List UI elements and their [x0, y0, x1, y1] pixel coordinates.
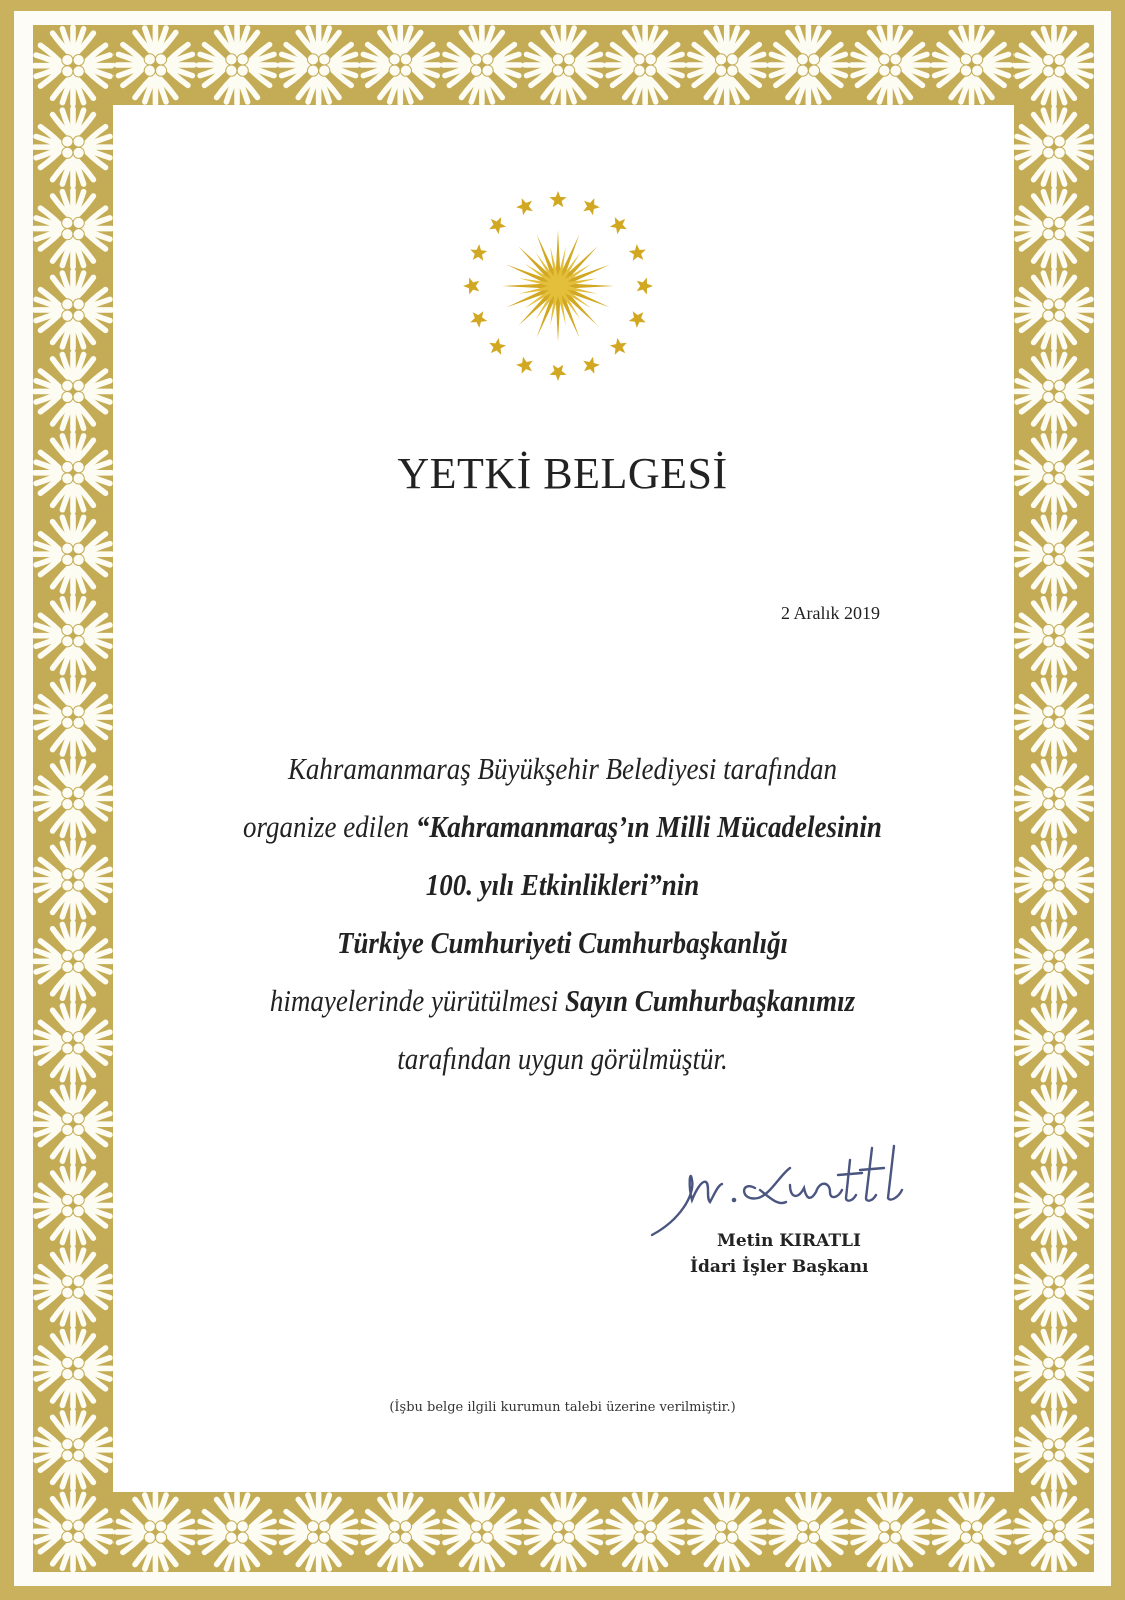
ornament-tile — [1016, 1330, 1093, 1407]
star-icon — [610, 217, 627, 234]
ornament-tile — [770, 1494, 847, 1571]
ornament-tile — [35, 109, 112, 186]
ornament-tile — [280, 27, 357, 104]
star-icon — [583, 198, 600, 215]
handwritten-signature — [640, 1140, 940, 1240]
certificate-text — [100, 740, 1025, 1088]
ornament-tile — [1016, 1411, 1093, 1488]
ornament-tile — [1016, 516, 1093, 593]
star-icon — [629, 244, 646, 261]
text-segment: organize edilen — [243, 809, 416, 844]
signatory-name: Metin KIRATLI — [717, 1231, 861, 1251]
ornament-tile — [1016, 1167, 1093, 1244]
ornament-tile — [362, 27, 439, 104]
ornament-tile — [35, 1167, 112, 1244]
ornament-tile — [1016, 842, 1093, 919]
ornament-tile — [35, 1330, 112, 1407]
text-line — [160, 798, 965, 856]
document-title: YETKİ BELGESİ — [397, 449, 728, 498]
star-icon — [610, 338, 627, 355]
ornament-tile — [35, 597, 112, 674]
ornamental-border-top — [33, 25, 1094, 105]
ornament-tile — [117, 1494, 194, 1571]
text-line — [160, 972, 965, 1030]
ornament-tile — [35, 1411, 112, 1488]
ornament-tile — [1016, 1493, 1093, 1570]
ornament-tile — [117, 27, 194, 104]
ornament-tile — [770, 27, 847, 104]
document-date: 2 Aralık 2019 — [781, 603, 880, 623]
ornament-tile — [607, 27, 684, 104]
ornament-tile — [199, 1494, 276, 1571]
signatory-role: İdari İşler Başkanı — [690, 1257, 869, 1277]
star-icon — [549, 365, 566, 381]
text-segment: himayelerinde yürütülmesi — [269, 983, 566, 1018]
ornament-tile — [35, 272, 112, 349]
ornament-tile — [525, 1494, 602, 1571]
ornamental-border-bottom — [33, 1492, 1094, 1572]
star-icon — [583, 357, 600, 374]
star-icon — [516, 198, 533, 215]
ornament-tile — [933, 1494, 1010, 1571]
star-icon — [470, 311, 487, 328]
ornament-tile — [1016, 679, 1093, 756]
star-icon — [637, 277, 653, 294]
emphasized-text: Türkiye Cumhuriyeti Cumhurbaşkanlığı — [336, 925, 789, 960]
star-icon — [516, 357, 533, 374]
text-line — [160, 1030, 965, 1088]
star-icon — [489, 217, 506, 234]
ornament-tile — [1016, 353, 1093, 430]
ornament-tile — [35, 516, 112, 593]
ornament-tile — [362, 1494, 439, 1571]
ornament-tile — [1016, 190, 1093, 267]
star-icon — [470, 244, 487, 261]
ornament-tile — [525, 27, 602, 104]
ornament-tile — [443, 1494, 520, 1571]
ornament-tile — [1016, 1004, 1093, 1081]
ornament-tile — [1016, 597, 1093, 674]
ornament-tile — [199, 27, 276, 104]
ornament-tile — [1016, 760, 1093, 837]
ornament-tile — [35, 190, 112, 267]
ornament-tile — [933, 27, 1010, 104]
ornament-tile — [1016, 27, 1093, 104]
ornament-tile — [852, 27, 929, 104]
emphasized-text: “Kahramanmaraş’ın Milli Mücadelesinin — [415, 809, 882, 844]
ornament-tile — [35, 353, 112, 430]
star-icon — [489, 338, 506, 355]
ornament-tile — [688, 27, 765, 104]
ornament-tile — [35, 1249, 112, 1326]
emphasized-text: 100. yılı Etkinlikleri”nin — [425, 867, 700, 902]
star-icon — [463, 277, 479, 294]
text-line — [160, 914, 965, 972]
ornament-tile — [443, 27, 520, 104]
signatory-block — [690, 1228, 890, 1280]
text-line — [160, 856, 965, 914]
ornament-tile — [35, 27, 112, 104]
ornament-tile — [852, 1494, 929, 1571]
emphasized-text: Sayın Cumhurbaşkanımız — [565, 983, 856, 1018]
ornament-tile — [1016, 1086, 1093, 1163]
text-segment: Kahramanmaraş Büyükşehir Belediyesi tarafından — [287, 751, 838, 786]
ornamental-border-right — [1014, 25, 1094, 1572]
ornament-tile — [1016, 272, 1093, 349]
text-segment: tarafından uygun görülmüştür. — [397, 1041, 728, 1076]
ornament-tile — [688, 1494, 765, 1571]
text-line — [160, 740, 965, 798]
ornament-tile — [35, 1493, 112, 1570]
ornament-tile — [1016, 1249, 1093, 1326]
ornament-tile — [280, 1494, 357, 1571]
footnote: (İşbu belge ilgili kurumun talebi üzerine verilmiştir.) — [389, 1400, 736, 1415]
star-icon — [629, 311, 646, 328]
star-icon — [549, 191, 566, 207]
presidential-seal-icon — [458, 188, 658, 384]
ornament-tile — [35, 1086, 112, 1163]
ornament-tile — [607, 1494, 684, 1571]
ornament-tile — [1016, 109, 1093, 186]
ornament-tile — [1016, 923, 1093, 1000]
